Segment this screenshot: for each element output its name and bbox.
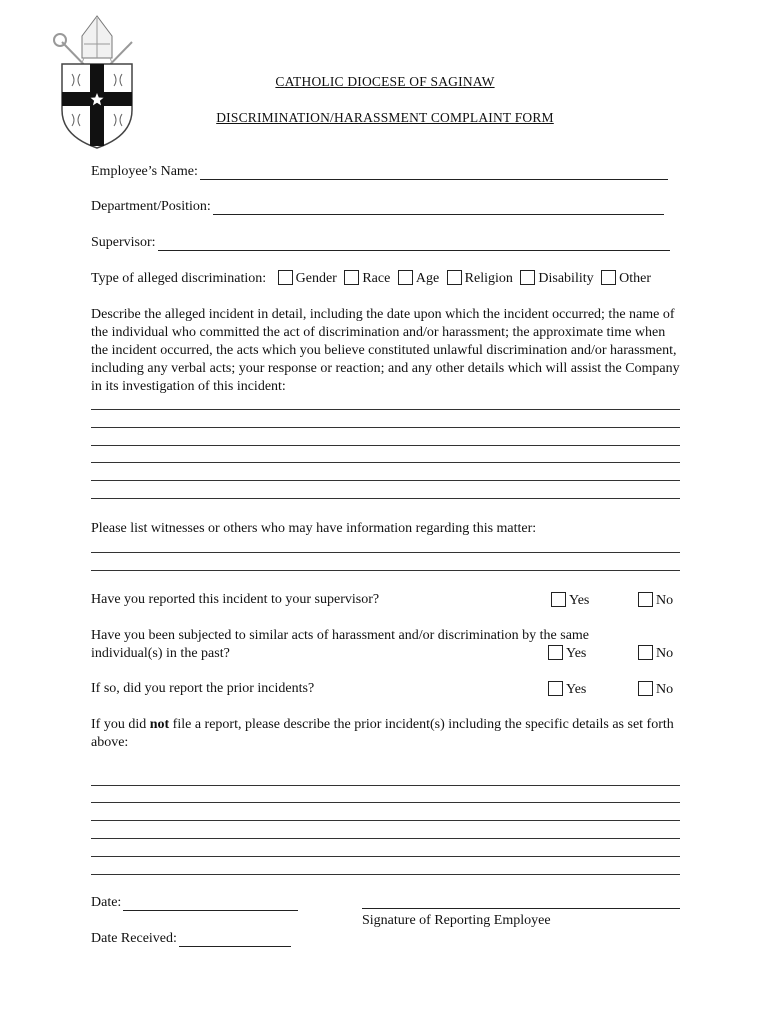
employee-name-field[interactable]	[91, 164, 668, 180]
department-label: Department/Position:	[91, 199, 211, 214]
prior-line[interactable]	[91, 856, 680, 857]
q2-line2: individual(s) in the past?	[91, 646, 230, 661]
option-other: Other	[619, 271, 652, 286]
checkbox-religion[interactable]	[447, 270, 462, 285]
q3-yes-label: Yes	[566, 682, 587, 697]
supervisor-label: Supervisor:	[91, 235, 156, 250]
prior-bold-not: not	[149, 717, 170, 732]
signature-line[interactable]	[362, 908, 680, 909]
q3-yes-option[interactable]	[548, 681, 586, 698]
date-received-line[interactable]	[179, 932, 291, 947]
option-religion: Religion	[464, 271, 513, 286]
describe-line[interactable]	[91, 445, 680, 446]
option-disability: Disability	[538, 271, 594, 286]
prior-line[interactable]	[91, 874, 680, 875]
q3-yes-checkbox[interactable]	[548, 681, 563, 696]
describe-line[interactable]	[91, 427, 680, 428]
question-reported-prior: If so, did you report the prior incidents?	[91, 681, 315, 696]
date-field[interactable]	[91, 895, 298, 911]
signature-label: Signature of Reporting Employee	[362, 913, 551, 928]
checkbox-gender[interactable]	[278, 270, 293, 285]
describe-line[interactable]	[91, 480, 680, 481]
date-label: Date:	[91, 895, 122, 910]
department-line[interactable]	[213, 200, 664, 215]
witnesses-line[interactable]	[91, 570, 680, 571]
org-name: CATHOLIC DIOCESE OF SAGINAW	[275, 74, 495, 89]
question-similar-acts	[91, 627, 589, 663]
checkbox-race[interactable]	[344, 270, 359, 285]
describe-line[interactable]	[91, 498, 680, 499]
q1-no-checkbox[interactable]	[638, 592, 653, 607]
option-race: Race	[362, 271, 391, 286]
supervisor-line[interactable]	[158, 236, 670, 251]
q1-yes-label: Yes	[569, 593, 590, 608]
prior-suffix: file a report, please describe the prior incident(s) including the specific details as set forth above:	[91, 717, 674, 750]
prior-incident-instructions	[91, 716, 683, 752]
option-gender: Gender	[295, 271, 337, 286]
q2-yes-label: Yes	[566, 646, 587, 661]
describe-line[interactable]	[91, 409, 680, 410]
q3-no-checkbox[interactable]	[638, 681, 653, 696]
q3-no-option[interactable]	[638, 681, 673, 698]
option-age: Age	[415, 271, 440, 286]
q3-no-label: No	[656, 682, 674, 697]
question-reported-supervisor: Have you reported this incident to your supervisor?	[91, 592, 380, 607]
prior-line[interactable]	[91, 820, 680, 821]
describe-line[interactable]	[91, 462, 680, 463]
q2-no-label: No	[656, 646, 674, 661]
q1-no-option[interactable]	[638, 592, 673, 609]
witnesses-instructions: Please list witnesses or others who may have information regarding this matter:	[91, 521, 537, 536]
prior-prefix: If you did	[91, 717, 150, 732]
describe-instructions: Describe the alleged incident in detail, including the date upon which the incident occurred; the name of the individual who committed the act of discrimination and/or harassment; the approximate time when the incident occurred, the acts which you believe constituted unlawful discrimination and/or harassment, including any verbal acts; your response or reaction; and any other details which will assist the Company in its investigation of this incident:	[91, 307, 680, 394]
prior-line[interactable]	[91, 785, 680, 786]
employee-name-line[interactable]	[200, 165, 668, 180]
q2-yes-option[interactable]	[548, 645, 586, 662]
employee-name-label: Employee’s Name:	[91, 164, 198, 179]
q2-no-checkbox[interactable]	[638, 645, 653, 660]
q1-yes-option[interactable]	[551, 592, 589, 609]
prior-line[interactable]	[91, 802, 680, 803]
checkbox-disability[interactable]	[520, 270, 535, 285]
date-received-field[interactable]	[91, 931, 291, 947]
discrimination-type-label: Type of alleged discrimination:	[91, 271, 267, 286]
checkbox-age[interactable]	[398, 270, 413, 285]
q1-yes-checkbox[interactable]	[551, 592, 566, 607]
discrimination-type-row	[91, 270, 651, 287]
checkbox-other[interactable]	[601, 270, 616, 285]
q2-no-option[interactable]	[638, 645, 673, 662]
supervisor-field[interactable]	[91, 235, 670, 251]
q1-no-label: No	[656, 593, 674, 608]
prior-line[interactable]	[91, 838, 680, 839]
date-received-label: Date Received:	[91, 931, 177, 946]
witnesses-line[interactable]	[91, 552, 680, 553]
date-line[interactable]	[123, 896, 298, 911]
q2-yes-checkbox[interactable]	[548, 645, 563, 660]
form-title: DISCRIMINATION/HARASSMENT COMPLAINT FORM	[216, 110, 554, 125]
q2-line1: Have you been subjected to similar acts of harassment and/or discrimination by the same	[91, 628, 590, 643]
department-field[interactable]	[91, 199, 664, 215]
